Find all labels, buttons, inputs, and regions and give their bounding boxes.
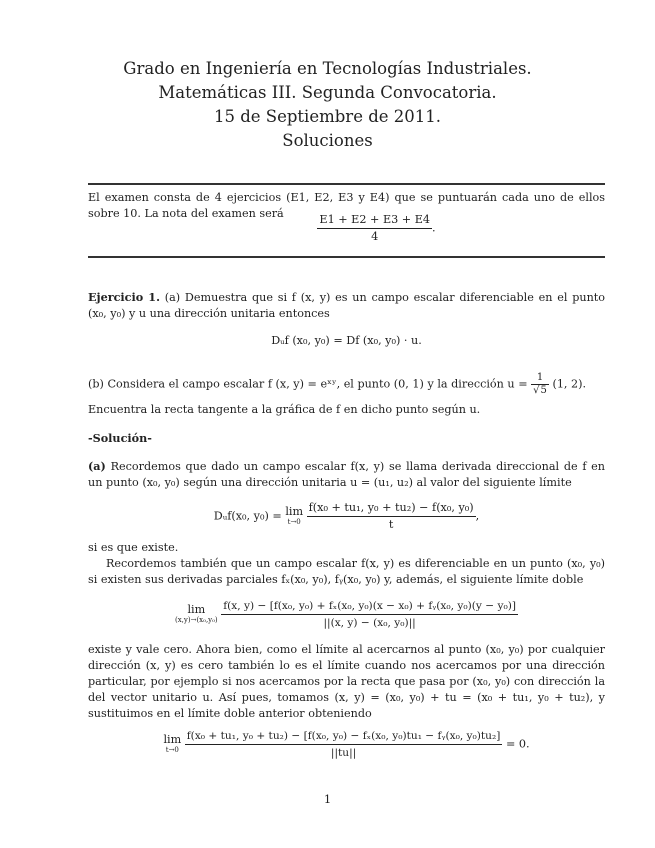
solucion-heading bbox=[88, 430, 605, 447]
eq4-denominator: ||tu|| bbox=[330, 747, 357, 759]
eq3-lim-sub: (x,y)→(x₀,y₀) bbox=[175, 615, 218, 624]
eq4-lim-sub: t→0 bbox=[165, 745, 179, 754]
grade-formula: $\frac{E1 + E2 + E3 + E4}{4}$ . bbox=[319, 213, 436, 243]
part-b-vector: (1, 2). bbox=[552, 377, 587, 391]
eq2-numerator: f(x₀ + tu₁, y₀ + tu₂) − f(x₀, y₀) bbox=[307, 500, 476, 517]
solucion-a-label: (a) bbox=[88, 459, 106, 473]
ejercicio1-part-a-text: (a) Demuestra que si f (x, y) es un campo escalar diferenciable en el punto (x₀, y₀) y u una dirección unitaria entonces bbox=[88, 291, 606, 320]
eq2-lim: lim bbox=[285, 504, 304, 518]
header-line-4: Soluciones bbox=[282, 131, 373, 150]
text-diferenciable: Recordemos también que un campo escalar f(x, y) es diferenciable en un punto (x₀, y₀) si existen sus derivadas parciales fₓ(x₀, y₀), fᵧ(x₀, y₀) y, además, el siguiente límite doble bbox=[88, 557, 605, 586]
grade-formula-numerator: E1 + E2 + E3 + E4 bbox=[317, 212, 432, 229]
header-line-1: Grado en Ingeniería en Tecnologías Industriales. bbox=[123, 59, 532, 78]
part-b-frac-den: 5 bbox=[540, 385, 547, 396]
page-number: 1 bbox=[323, 792, 332, 806]
eq4-end: = 0. bbox=[505, 737, 530, 751]
eq3-lim: lim bbox=[187, 602, 206, 616]
eq2-denominator: t bbox=[388, 518, 394, 531]
grade-formula-denominator: 4 bbox=[371, 230, 379, 243]
bottom-rule bbox=[88, 256, 605, 258]
part-b-text: (b) Considera el campo escalar f (x, y) = eˣʸ, el punto (0, 1) y la dirección u = bbox=[88, 377, 528, 391]
eq2-lim-sub: t→0 bbox=[287, 517, 301, 526]
eq4-numerator: f(x₀ + tu₁, y₀ + tu₂) − [f(x₀, y₀) − fₓ(x₀, y₀)tu₁ − fᵧ(x₀, y₀)tu₂] bbox=[185, 728, 503, 745]
ejercicio1-heading: Ejercicio 1. bbox=[88, 290, 160, 304]
part-b-frac-num: 1 bbox=[531, 372, 549, 385]
top-rule bbox=[88, 183, 605, 185]
equation-1: Dᵤf (x₀, y₀) = Df (x₀, y₀) · u. bbox=[271, 334, 422, 347]
header-line-3: 15 de Septiembre de 2011. bbox=[213, 107, 442, 126]
eq2-end: , bbox=[475, 509, 480, 523]
solucion-a-text: Recordemos que dado un campo escalar f(x, y) se llama derivada direccional de f en un punto (x₀, y₀) según una dirección unitaria u = (u₁, u₂) al valor del siguiente límite bbox=[88, 460, 605, 489]
intro-text: El examen consta de 4 ejercicios (E1, E2, E3 y E4) que se puntuarán cada uno de ellos sobre 10. La nota del examen será bbox=[88, 191, 605, 220]
ejercicio1-part-b: (b) Considera el campo escalar f (x, y) = eˣʸ, el punto (0, 1) y la dirección u = $\frac{1}{√5}$ (1, 2). bbox=[88, 372, 587, 396]
eq2-left: Dᵤf(x₀, y₀) = bbox=[213, 509, 282, 523]
solucion-part-a bbox=[88, 458, 605, 491]
eq4-lim: lim bbox=[163, 732, 182, 746]
ejercicio1-part-a bbox=[88, 289, 605, 322]
solucion-heading-text: -Solución- bbox=[88, 431, 152, 445]
text-si-existe: si es que existe. bbox=[88, 541, 179, 554]
part-b-task: Encuentra la recta tangente a la gráfica de f en dicho punto según u. bbox=[88, 403, 481, 416]
eq3-denominator: ||(x, y) − (x₀, y₀)|| bbox=[323, 617, 416, 629]
header-line-2: Matemáticas III. Segunda Convocatoria. bbox=[158, 83, 497, 102]
text-existe-cero: existe y vale cero. Ahora bien, como el límite al acercarnos al punto (x₀, y₀) por cualquier dirección (x, y) es cero también lo es el límite cuando nos acercamos por una dirección particular, por ejemplo si nos acercamos por la recta que pasa por (x₀, y₀) con dirección la del vector unitario u. Así pues, tomamos (x, y) = (x₀, y₀) + tu = (x₀ + tu₁, y₀ + tu₂), y sustituimos en el límite doble anterior obteniendo bbox=[88, 643, 605, 720]
equation-2 bbox=[88, 500, 605, 533]
equation-4 bbox=[88, 728, 605, 761]
eq3-numerator: f(x, y) − [f(x₀, y₀) + fₓ(x₀, y₀)(x − x₀) + fᵧ(x₀, y₀)(y − y₀)] bbox=[221, 598, 518, 615]
equation-3 bbox=[88, 598, 605, 631]
